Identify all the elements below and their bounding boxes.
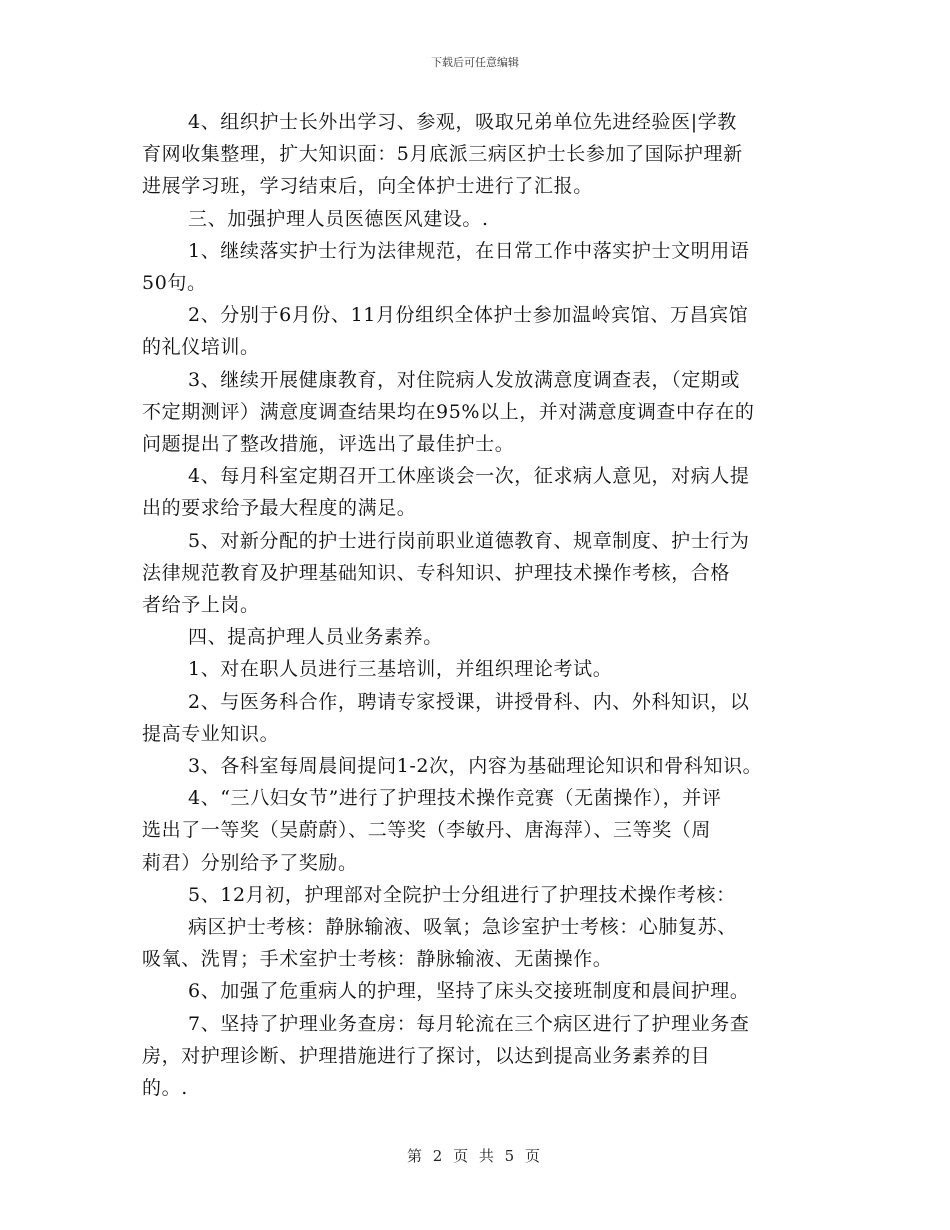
text-line: 莉君）分别给予了奖励。 [142,851,358,874]
text-line: 50句。 [142,272,207,295]
text-line: 育网收集整理，扩大知识面：5月底派三病区护士长参加了国际护理新 [142,143,743,166]
section-heading: 三、加强护理人员医德医风建设。. [188,207,489,230]
text-line: 4、每月科室定期召开工休座谈会一次，征求病人意见，对病人提 [188,465,750,488]
text-line: 提高专业知识。 [142,722,280,745]
text-line: 7、坚持了护理业务查房：每月轮流在三个病区进行了护理业务查 [188,1012,750,1035]
text-line: 4、组织护士长外出学习、参观，吸取兄弟单位先进经验医|学教 [188,111,737,133]
text-line: 4、“三八妇女节”进行了护理技术操作竞赛（无菌操作），并评 [188,787,722,810]
text-line: 5、对新分配的护士进行岗前职业道德教育、规章制度、护士行为 [188,529,750,552]
text-line: 1、对在职人员进行三基培训，并组织理论考试。 [188,658,613,681]
text-line: 的礼仪培训。 [142,336,260,359]
text-line: 吸氧、洗胃；手术室护士考核：静脉输液、无菌操作。 [142,948,613,971]
text-line: 2、分别于6月份、11月份组织全体护士参加温岭宾馆、万昌宾馆 [188,304,749,327]
text-line: 房，对护理诊断、护理措施进行了探讨，以达到提高业务素养的目 [142,1044,711,1067]
page-header: 下载后可任意编辑 [431,56,519,69]
text-line: 病区护士考核：静脉输液、吸氧；急诊室护士考核：心肺复苏、 [188,916,737,939]
text-line: 者给予上岗。 [142,594,260,617]
text-line: 2、与医务科合作，聘请专家授课，讲授骨科、内、外科知识，以 [188,690,750,713]
text-line: 6、加强了危重病人的护理，坚持了床头交接班制度和晨间护理。 [188,980,750,1003]
text-line: 3、继续开展健康教育，对住院病人发放满意度调查表，（定期或 [188,368,740,391]
text-line: 问题提出了整改措施，评选出了最佳护士。 [142,433,515,456]
text-line: 法律规范教育及护理基础知识、专科知识、护理技术操作考核，合格 [142,561,731,584]
text-line: 选出了一等奖（吴蔚蔚）、二等奖（李敏丹、唐海萍）、三等奖（周 [142,819,712,842]
text-line: 3、各科室每周晨间提问1-2次，内容为基础理论知识和骨科知识。 [188,755,763,778]
section-heading: 四、提高护理人员业务素养。 [188,626,443,649]
text-line: 5、12月初，护理部对全院护士分组进行了护理技术操作考核： [188,883,736,906]
text-line: 进展学习班，学习结束后，向全体护士进行了汇报。 [142,175,593,198]
text-line: 不定期测评）满意度调查结果均在95%以上，并对满意度调查中存在的 [142,400,755,423]
page-number-footer: 第 2 页 共 5 页 [407,1147,543,1165]
text-line: 1、继续落实护士行为法律规范，在日常工作中落实护士文明用语 [188,239,750,262]
text-line: 出的要求给予最大程度的满足。 [142,497,417,520]
document-body [142,106,822,1104]
text-line: 的。. [142,1077,188,1100]
